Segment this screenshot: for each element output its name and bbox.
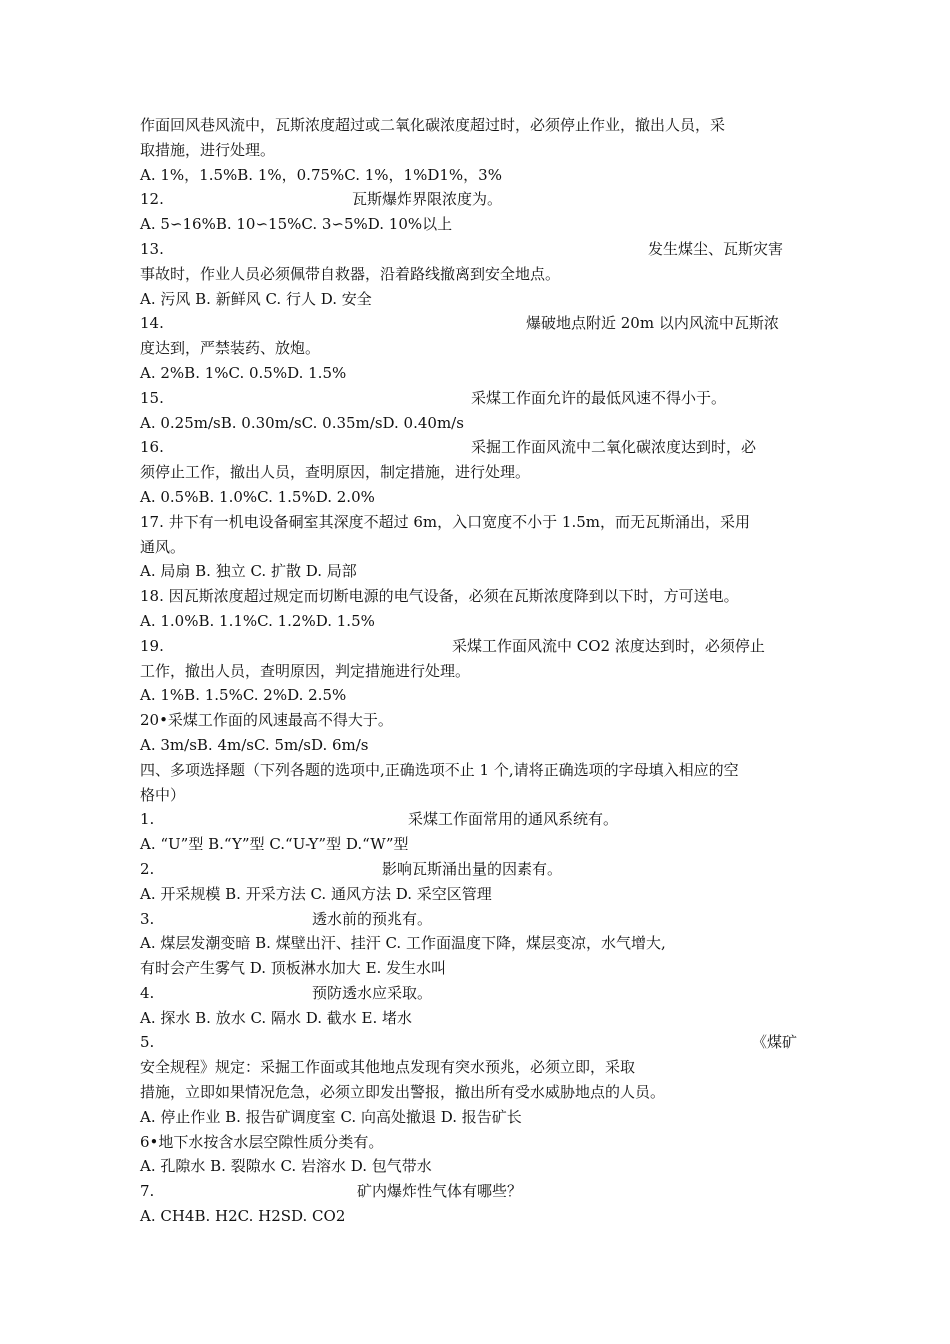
text-line: A. 1%B. 1.5%C. 2%D. 2.5% xyxy=(140,686,347,705)
question-text: 矿内爆炸性气体有哪些？ xyxy=(357,1182,523,1201)
text-line: A. 局扇 B. 独立 C. 扩散 D. 局部 xyxy=(140,562,357,581)
text-line: A. 1.0%B. 1.1%C. 1.2%D. 1.5% xyxy=(140,611,375,630)
question-text: 采掘工作面风流中二氧化碳浓度达到时，必 xyxy=(471,438,757,457)
text-line: 18. 因瓦斯浓度超过规定而切断电源的电气设备，必须在瓦斯浓度降到以下时，方可送电。 xyxy=(140,587,739,606)
text-line: A. 0.5%B. 1.0%C. 1.5%D. 2.0% xyxy=(140,487,375,506)
question-number: 1. xyxy=(140,810,155,829)
question-line xyxy=(140,435,816,460)
question-number: 12. xyxy=(140,190,164,209)
question-text: 发生煤尘、瓦斯灾害 xyxy=(648,239,784,258)
question-text: 爆破地点附近 20m 以内风流中瓦斯浓 xyxy=(526,314,779,333)
text-line: 须停止工作，撤出人员，查明原因，制定措施，进行处理。 xyxy=(140,463,531,482)
text-line: 工作，撤出人员，查明原因，判定措施进行处理。 xyxy=(140,661,471,680)
text-line: A. 0.25m/sB. 0.30m/sC. 0.35m/sD. 0.40m/s xyxy=(140,413,464,432)
text-line: A. 3m/sB. 4m/sC. 5m/sD. 6m/s xyxy=(140,735,369,754)
text-line: 有时会产生雾气 D. 顶板淋水加大 E. 发生水叫 xyxy=(140,959,447,978)
text-line: A. 停止作业 B. 报告矿调度室 C. 向高处撤退 D. 报告矿长 xyxy=(140,1107,522,1126)
text-line: 20•采煤工作面的风速最高不得大于。 xyxy=(140,711,393,730)
text-line: A. 5∽16%B. 10∽15%C. 3∽5%D. 10%以上 xyxy=(140,215,453,234)
text-line: 四、多项选择题（下列各题的选项中,正确选项不止 1 个,请将正确选项的字母填入相应的空 xyxy=(140,760,739,779)
text-line: A. 1%，1.5%B. 1%，0.75%C. 1%，1%D1%，3% xyxy=(140,165,502,184)
document-page xyxy=(140,113,816,1229)
question-text: 预防透水应采取。 xyxy=(312,983,433,1002)
text-line: A. 开采规模 B. 开采方法 C. 通风方法 D. 采空区管理 xyxy=(140,884,492,903)
question-text: 采煤工作面允许的最低风速不得小于。 xyxy=(471,388,727,407)
question-number: 3. xyxy=(140,909,155,928)
question-text: 影响瓦斯涌出量的因素有。 xyxy=(382,859,563,878)
question-line xyxy=(140,981,816,1006)
question-number: 14. xyxy=(140,314,164,333)
question-number: 2. xyxy=(140,859,155,878)
question-text: 透水前的预兆有。 xyxy=(312,909,433,928)
text-line: A. 孔隙水 B. 裂隙水 C. 岩溶水 D. 包气带水 xyxy=(140,1157,432,1176)
text-line: 通风。 xyxy=(140,537,186,556)
text-line: 取措施，进行处理。 xyxy=(140,140,276,159)
text-line: 格中） xyxy=(140,785,186,804)
question-number: 16. xyxy=(140,438,164,457)
question-line xyxy=(140,857,816,882)
text-line: 事故时，作业人员必须佩带自救器，沿着路线撤离到安全地点。 xyxy=(140,264,561,283)
question-line xyxy=(140,1030,816,1055)
text-line: 度达到，严禁装药、放炮。 xyxy=(140,339,321,358)
question-line xyxy=(140,634,816,659)
question-line xyxy=(140,1179,816,1204)
question-number: 4. xyxy=(140,983,155,1002)
text-line: 措施，立即如果情况危急，必须立即发出警报，撤出所有受水威胁地点的人员。 xyxy=(140,1083,666,1102)
question-line xyxy=(140,386,816,411)
question-number: 7. xyxy=(140,1182,155,1201)
text-line: 安全规程》规定：采掘工作面或其他地点发现有突水预兆，必须立即，采取 xyxy=(140,1058,636,1077)
text-line: A. “U”型 B.“Y”型 C.“U-Y”型 D.“W”型 xyxy=(140,835,409,854)
text-line: A. 煤层发潮变暗 B. 煤壁出汗、挂汗 C. 工作面温度下降，煤层变凉，水气增大, xyxy=(140,934,666,953)
question-text: 《煤矿 xyxy=(752,1033,798,1052)
text-line: 17. 井下有一机电设备硐室其深度不超过 6m，入口宽度不小于 1.5m，而无瓦斯涌出，采用 xyxy=(140,512,751,531)
text-line: 6•地下水按含水层空隙性质分类有。 xyxy=(140,1132,384,1151)
question-number: 13. xyxy=(140,239,164,258)
question-text: 采煤工作面常用的通风系统有。 xyxy=(408,810,619,829)
question-text: 瓦斯爆炸界限浓度为。 xyxy=(352,190,503,209)
text-line: A. 2%B. 1%C. 0.5%D. 1.5% xyxy=(140,363,347,382)
text-line: A. 探水 B. 放水 C. 隔水 D. 截水 E. 堵水 xyxy=(140,1008,412,1027)
text-line: 作面回风巷风流中，瓦斯浓度超过或二氧化碳浓度超过时，必须停止作业，撤出人员，采 xyxy=(140,116,726,134)
question-number: 15. xyxy=(140,388,164,407)
question-text: 采煤工作面风流中 CO2 浓度达到时，必须停止 xyxy=(452,636,765,655)
question-line xyxy=(140,187,816,212)
text-line: A. CH4B. H2C. H2SD. CO2 xyxy=(140,1207,346,1226)
question-line xyxy=(140,807,816,832)
question-line xyxy=(140,311,816,336)
question-number: 5. xyxy=(140,1033,155,1052)
question-number: 19. xyxy=(140,636,164,655)
question-line xyxy=(140,237,816,262)
question-line xyxy=(140,907,816,932)
text-line: A. 污风 B. 新鲜风 C. 行人 D. 安全 xyxy=(140,289,372,308)
